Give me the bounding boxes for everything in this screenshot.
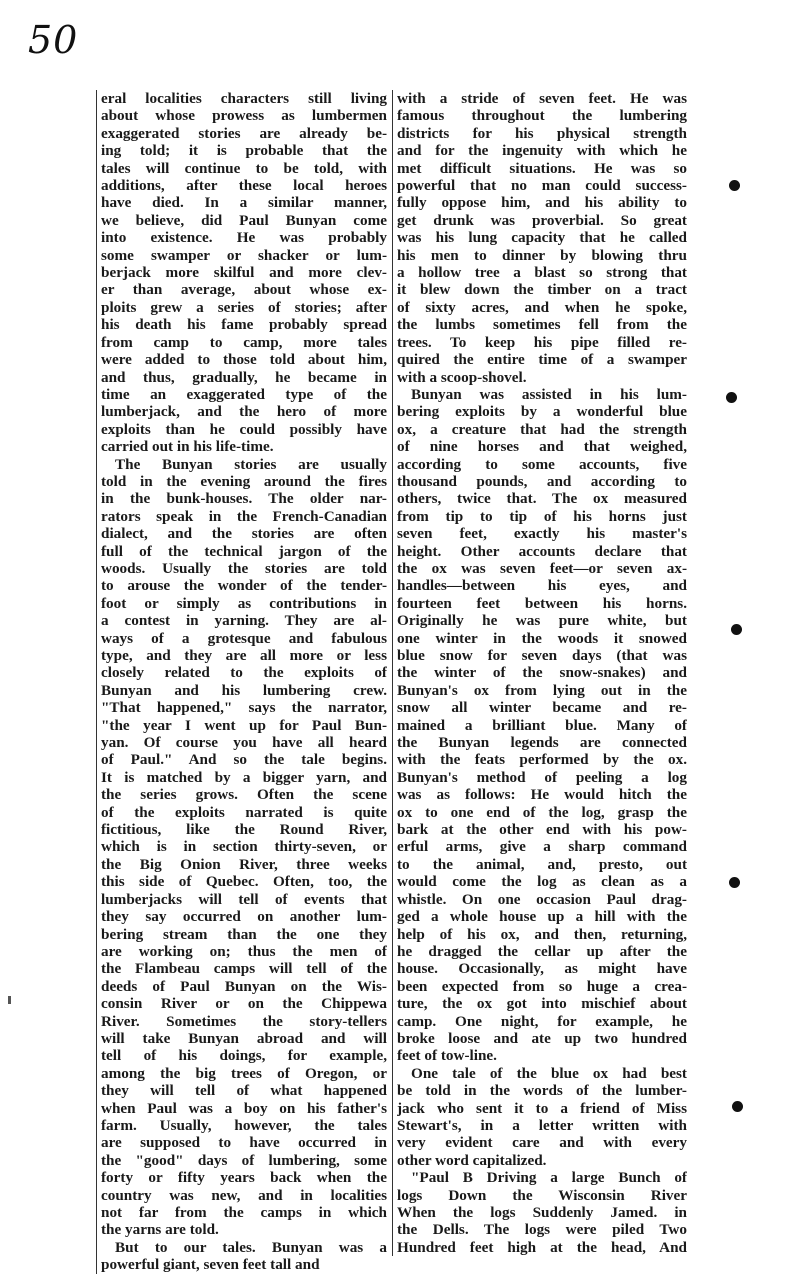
text-line: additions, after these local heroes <box>101 177 387 195</box>
text-line: told in the evening around the fires <box>101 472 387 490</box>
text-line: broke loose and ate up two hundred <box>397 1029 687 1047</box>
text-line: type, and they are all more or less <box>101 647 387 664</box>
text-line: house. Occasionally, as might have <box>397 960 687 978</box>
text-line: would come the log as clean as a <box>397 873 687 891</box>
text-line: carried out in his life-time. <box>101 438 274 456</box>
text-line: logs Down the Wisconsin River <box>397 1186 687 1204</box>
text-line: lumberjacks will tell of events that <box>101 890 387 908</box>
binding-hole <box>729 877 740 888</box>
text-line: the lumbs sometimes fell from the <box>397 316 687 334</box>
text-line: be told in the words of the lumber- <box>397 1082 687 1100</box>
text-line: bering exploits by a wonderful blue <box>397 403 687 421</box>
text-line: thousand pounds, and according to <box>397 472 687 490</box>
text-line: of Paul." And so the tale begins. <box>101 751 387 769</box>
text-line: have died. In a similar manner, <box>101 194 387 212</box>
text-line: tales will continue to be told, with <box>101 159 387 177</box>
text-line: one winter in the woods it snowed <box>397 629 687 647</box>
binding-hole <box>729 180 740 191</box>
text-line: bering stream than the one they <box>101 925 387 943</box>
text-line: others, twice that. The ox measured <box>397 490 687 508</box>
text-line: ture, the ox got into mischief about <box>397 995 687 1013</box>
text-line: into existence. He was probably <box>101 229 387 247</box>
binding-hole <box>731 624 742 635</box>
text-line: in the bunk-houses. The older nar- <box>101 490 387 508</box>
text-line: feet of tow-line. <box>397 1047 497 1065</box>
text-line: the "good" days of lumbering, some <box>101 1151 387 1169</box>
text-line: when Paul was a boy on his father's <box>101 1099 387 1117</box>
text-line: a contest in yarning. They are al- <box>101 612 387 630</box>
text-line: very evident care and with every <box>397 1134 687 1152</box>
text-line: lumberjack, and the hero of more <box>101 403 387 421</box>
text-line: the winter of the snow-snakes) and <box>397 664 687 682</box>
text-line: rators speak in the French-Canadian <box>101 507 387 525</box>
text-line: we believe, did Paul Bunyan come <box>101 211 387 229</box>
text-line: powerful that no man could success- <box>397 177 687 195</box>
text-line: a hollow tree a blast so strong that <box>397 264 687 282</box>
text-line: will take Bunyan abroad and will <box>101 1029 387 1047</box>
text-line: whistle. On one occasion Paul drag- <box>397 890 687 908</box>
text-line: time an exaggerated type of the <box>101 385 387 403</box>
text-line: eral localities characters still living <box>101 90 387 107</box>
text-line: and for the ingenuity with which he <box>397 142 687 160</box>
text-line: full of the technical jargon of the <box>101 542 387 560</box>
text-line: were added to those told about him, <box>101 351 387 369</box>
text-line: to arouse the wonder of the tender- <box>101 577 387 595</box>
text-line: the ox was seven feet—or seven ax- <box>397 559 687 577</box>
text-line: Bunyan's ox from lying out in the <box>397 681 687 699</box>
text-line: exaggerated stories are already be- <box>101 124 387 142</box>
text-line: country was new, and in localities <box>101 1186 387 1204</box>
text-line: ing told; it is probable that the <box>101 142 387 160</box>
text-line: foot or simply as contributions in <box>101 594 387 612</box>
text-line: dialect, and the stories are often <box>101 525 387 543</box>
text-line: exploits than he could possibly have <box>101 420 387 438</box>
text-line: they will tell of what happened <box>101 1082 387 1100</box>
text-line: according to some accounts, five <box>397 455 687 473</box>
text-line: about whose prowess as lumbermen <box>101 107 387 125</box>
text-line: fourteen feet between his horns. <box>397 594 687 612</box>
text-line: the Big Onion River, three weeks <box>101 855 387 873</box>
binding-hole <box>732 1101 743 1112</box>
text-line: with a stride of seven feet. He was <box>397 90 687 107</box>
text-line: this side of Quebec. Often, too, the <box>101 873 387 891</box>
text-line: When the logs Suddenly Jamed. in <box>397 1204 687 1221</box>
text-line: famous throughout the lumbering <box>397 107 687 125</box>
text-line: mained a brilliant blue. Many of <box>397 716 687 734</box>
text-line: yan. Of course you have all heard <box>101 734 387 752</box>
text-line: of sixty acres, and when he spoke, <box>397 298 687 316</box>
text-line: was his lung capacity that he called <box>397 229 687 247</box>
text-line: It is matched by a bigger yarn, and <box>101 768 387 786</box>
text-line: help of his ox, and then, returning, <box>397 925 687 943</box>
binding-hole <box>726 392 737 403</box>
text-line: his death his fame probably spread <box>101 316 387 334</box>
text-line: met difficult situations. He was so <box>397 159 687 177</box>
text-line: Bunyan's method of peeling a log <box>397 768 687 786</box>
text-line: The Bunyan stories are usually <box>115 455 387 473</box>
text-line: not far from the camps in which <box>101 1204 387 1221</box>
text-line: ploits grew a series of stories; after <box>101 298 387 316</box>
text-line: ged a whole house up a hill with the <box>397 908 687 926</box>
text-line: blue snow for seven days (that was <box>397 647 687 664</box>
text-line: Stewart's, in a letter written with <box>397 1116 687 1134</box>
text-line: ox to one end of the log, grasp the <box>397 803 687 821</box>
text-line: with a scoop-shovel. <box>397 368 527 386</box>
text-line: closely related to the exploits of <box>101 664 387 682</box>
text-line: forty or fifty years back when the <box>101 1169 387 1187</box>
text-line: River. Sometimes the story-tellers <box>101 1012 387 1030</box>
right-text-column <box>392 90 687 1256</box>
text-line: and thus, gradually, he became in <box>101 368 387 386</box>
text-line: of nine horses and that weighed, <box>397 438 687 456</box>
left-text-column <box>96 90 387 1274</box>
text-line: are working on; thus the men of <box>101 942 387 960</box>
text-line: quired the entire time of a swamper <box>397 351 687 369</box>
text-line: snow all winter became and re- <box>397 699 687 717</box>
text-line: districts for his physical strength <box>397 124 687 142</box>
text-line: Hundred feet high at the head, And <box>397 1238 687 1256</box>
text-line: powerful giant, seven feet tall and <box>101 1256 320 1274</box>
text-line: some swamper or shacker or lum- <box>101 246 387 264</box>
text-line: get drunk was proverbial. So great <box>397 211 687 229</box>
text-line: "the year I went up for Paul Bun- <box>101 716 387 734</box>
text-line: "That happened," says the narrator, <box>101 699 387 717</box>
text-line: other word capitalized. <box>397 1151 547 1169</box>
text-line: erful arms, give a sharp command <box>397 838 687 856</box>
text-line: the Flambeau camps will tell of the <box>101 960 387 978</box>
text-line: fictitious, like the Round River, <box>101 821 387 839</box>
text-line: farm. Usually, however, the tales <box>101 1116 387 1134</box>
text-line: ox, a creature that had the strength <box>397 420 687 438</box>
text-line: to the animal, and, presto, out <box>397 855 687 873</box>
text-line: Bunyan and his lumbering crew. <box>101 681 387 699</box>
text-line: Bunyan was assisted in his lum- <box>411 385 687 403</box>
page-number: 50 <box>28 18 79 62</box>
text-line: are supposed to have occurred in <box>101 1134 387 1152</box>
text-line: the series grows. Often the scene <box>101 786 387 804</box>
text-line: berjack more skilful and more clev- <box>101 264 387 282</box>
text-line: fully oppose him, and his ability to <box>397 194 687 212</box>
text-line: But to our tales. Bunyan was a <box>115 1238 387 1256</box>
text-line: bark at the other end with his pow- <box>397 821 687 839</box>
text-line: jack who sent it to a friend of Miss <box>397 1099 687 1117</box>
text-line: ways of a grotesque and fabulous <box>101 629 387 647</box>
text-line: seven feet, exactly his master's <box>397 525 687 543</box>
text-line: he dragged the cellar up after the <box>397 942 687 960</box>
text-line: height. Other accounts declare that <box>397 542 687 560</box>
text-line: was as follows: He would hitch the <box>397 786 687 804</box>
text-line: deeds of Paul Bunyan on the Wis- <box>101 977 387 995</box>
text-line: er than average, about whose ex- <box>101 281 387 299</box>
text-line: the Dells. The logs were piled Two <box>397 1221 687 1239</box>
text-line: handles—between his eyes, and <box>397 577 687 595</box>
text-line: the Bunyan legends are connected <box>397 734 687 752</box>
text-line: trees. To keep his pipe filled re- <box>397 333 687 351</box>
text-line: woods. Usually the stories are told <box>101 559 387 577</box>
text-line: with the feats performed by the ox. <box>397 751 687 769</box>
margin-mark <box>8 996 11 1004</box>
text-line: which is in section thirty-seven, or <box>101 838 387 856</box>
text-line: his men to dinner by blowing thru <box>397 246 687 264</box>
text-line: Originally he was pure white, but <box>397 612 687 630</box>
text-line: of the exploits narrated is quite <box>101 803 387 821</box>
text-line: they say occurred on another lum- <box>101 908 387 926</box>
text-line: tell of his doings, for example, <box>101 1047 387 1065</box>
text-line: among the big trees of Oregon, or <box>101 1064 387 1082</box>
text-line: "Paul B Driving a large Bunch of <box>411 1169 687 1187</box>
text-line: One tale of the blue ox had best <box>411 1064 687 1082</box>
text-line: from tip to tip of his horns just <box>397 507 687 525</box>
text-line: consin River or on the Chippewa <box>101 995 387 1013</box>
text-line: been expected from so huge a crea- <box>397 977 687 995</box>
text-line: camp. One night, for example, he <box>397 1012 687 1030</box>
text-line: the yarns are told. <box>101 1221 219 1239</box>
text-line: from camp to camp, more tales <box>101 333 387 351</box>
text-line: it blew down the timber on a tract <box>397 281 687 299</box>
